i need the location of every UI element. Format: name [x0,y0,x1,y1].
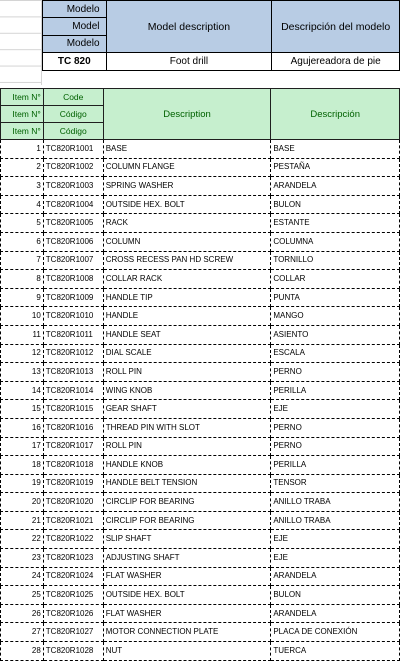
description-cell[interactable]: OUTSIDE HEX. BOLT [103,586,271,605]
description-es-cell[interactable]: EJE [271,400,400,419]
table-row [1,177,400,196]
description-es-cell[interactable]: EJE [271,530,400,549]
model-description-value[interactable]: Foot drill [106,53,272,70]
model-description-header-es[interactable]: Descripción del modelo [272,1,400,53]
parts-table-body [1,140,400,661]
code-cell[interactable]: TC820R1009 [43,288,103,307]
description-es-cell[interactable]: PERNO [271,363,400,382]
parts-table [0,88,400,661]
item-number-cell[interactable]: 4 [1,195,44,214]
code-cell[interactable]: TC820R1005 [43,214,103,233]
description-cell[interactable]: HANDLE KNOB [103,456,271,475]
code-cell[interactable]: TC820R1021 [43,511,103,530]
description-cell[interactable]: ROLL PIN [103,363,271,382]
table-row [1,344,400,363]
table-row [1,232,400,251]
item-number-cell[interactable]: 1 [1,140,44,159]
code-cell[interactable]: TC820R1026 [43,604,103,623]
code-cell[interactable]: TC820R1011 [43,325,103,344]
table-row [1,642,400,661]
item-number-cell[interactable]: 2 [1,158,44,177]
description-cell[interactable]: FLAT WASHER [103,567,271,586]
code-cell[interactable]: TC820R1018 [43,456,103,475]
table-row [1,251,400,270]
description-es-cell[interactable]: BULON [271,586,400,605]
item-number-cell[interactable]: 6 [1,232,44,251]
description-es-cell[interactable]: ASIENTO [271,325,400,344]
code-cell[interactable]: TC820R1007 [43,251,103,270]
table-row [1,493,400,512]
item-number-cell[interactable]: 18 [1,456,44,475]
description-cell[interactable]: HANDLE [103,307,271,326]
description-cell[interactable]: SPRING WASHER [103,177,271,196]
header-item-no[interactable]: Item N° [1,123,44,140]
description-es-cell[interactable]: MANGO [271,307,400,326]
code-cell[interactable]: TC820R1022 [43,530,103,549]
item-number-cell[interactable]: 28 [1,642,44,661]
description-es-cell[interactable]: ARANDELA [271,604,400,623]
table-row [1,307,400,326]
description-cell[interactable]: OUTSIDE HEX. BOLT [103,195,271,214]
item-number-cell[interactable]: 13 [1,363,44,382]
item-number-cell[interactable]: 15 [1,400,44,419]
description-cell[interactable]: HANDLE TIP [103,288,271,307]
header-description[interactable]: Description [103,89,271,140]
description-es-cell[interactable]: PLACA DE CONEXIÓN [271,623,400,642]
description-es-cell[interactable]: ANILLO TRABA [271,493,400,512]
table-row [1,195,400,214]
table-row [1,418,400,437]
code-cell[interactable]: TC820R1017 [43,437,103,456]
description-cell[interactable]: MOTOR CONNECTION PLATE [103,623,271,642]
model-description-header[interactable]: Model description [106,1,272,53]
code-cell[interactable]: TC820R1024 [43,567,103,586]
item-number-cell[interactable]: 22 [1,530,44,549]
item-number-cell[interactable]: 27 [1,623,44,642]
description-es-cell[interactable]: PERILLA [271,381,400,400]
table-row [1,437,400,456]
table-row [1,363,400,382]
table-row [1,511,400,530]
description-cell[interactable]: ADJUSTING SHAFT [103,549,271,568]
item-number-cell[interactable]: 24 [1,567,44,586]
description-es-cell[interactable]: PUNTA [271,288,400,307]
description-cell[interactable]: HANDLE BELT TENSION [103,474,271,493]
item-number-cell[interactable]: 20 [1,493,44,512]
margin-gridline-vertical [0,0,42,85]
table-row [1,567,400,586]
description-cell[interactable]: WING KNOB [103,381,271,400]
model-value[interactable]: TC 820 [43,53,107,70]
description-es-cell[interactable]: COLUMNA [271,232,400,251]
description-cell[interactable]: CIRCLIP FOR BEARING [103,493,271,512]
description-cell[interactable]: BASE [103,140,271,159]
item-number-cell[interactable]: 21 [1,511,44,530]
table-row [1,288,400,307]
code-cell[interactable]: TC820R1014 [43,381,103,400]
table-row [1,586,400,605]
description-es-cell[interactable]: PERNO [271,418,400,437]
item-number-cell[interactable]: 11 [1,325,44,344]
item-number-cell[interactable]: 17 [1,437,44,456]
code-cell[interactable]: TC820R1019 [43,474,103,493]
code-cell[interactable]: TC820R1006 [43,232,103,251]
item-number-cell[interactable]: 26 [1,604,44,623]
table-row [1,400,400,419]
item-number-cell[interactable]: 10 [1,307,44,326]
table-row [1,158,400,177]
description-es-cell[interactable]: PESTAÑA [271,158,400,177]
description-es-cell[interactable]: PERNO [271,437,400,456]
item-number-cell[interactable]: 14 [1,381,44,400]
header-code[interactable]: Code [43,89,103,106]
table-row [1,474,400,493]
header-description-es[interactable]: Descripción [271,89,400,140]
description-cell[interactable]: SLIP SHAFT [103,530,271,549]
model-label-2[interactable]: Model [43,18,107,35]
description-es-cell[interactable]: ESCALA [271,344,400,363]
description-es-cell[interactable]: ANILLO TRABA [271,511,400,530]
code-cell[interactable]: TC820R1015 [43,400,103,419]
item-number-cell[interactable]: 19 [1,474,44,493]
description-cell[interactable]: THREAD PIN WITH SLOT [103,418,271,437]
description-es-cell[interactable]: ARANDELA [271,567,400,586]
header-code[interactable]: Código [43,123,103,140]
description-cell[interactable]: RACK [103,214,271,233]
code-cell[interactable]: TC820R1002 [43,158,103,177]
description-es-cell[interactable]: COLLAR [271,270,400,289]
header-code[interactable]: Código [43,106,103,123]
description-es-cell[interactable]: BASE [271,140,400,159]
table-row [1,604,400,623]
code-cell[interactable]: TC820R1004 [43,195,103,214]
description-es-cell[interactable]: TENSOR [271,474,400,493]
description-cell[interactable]: NUT [103,642,271,661]
description-cell[interactable]: ROLL PIN [103,437,271,456]
table-row [1,325,400,344]
code-cell[interactable]: TC820R1008 [43,270,103,289]
code-cell[interactable]: TC820R1016 [43,418,103,437]
item-number-cell[interactable]: 8 [1,270,44,289]
code-cell[interactable]: TC820R1023 [43,549,103,568]
description-es-cell[interactable]: TORNILLO [271,251,400,270]
table-row [1,456,400,475]
table-row [1,549,400,568]
description-es-cell[interactable]: TUERCA [271,642,400,661]
code-cell[interactable]: TC820R1027 [43,623,103,642]
description-es-cell[interactable]: PERILLA [271,456,400,475]
code-cell[interactable]: TC820R1003 [43,177,103,196]
description-es-cell[interactable]: ARANDELA [271,177,400,196]
description-cell[interactable]: CIRCLIP FOR BEARING [103,511,271,530]
item-number-cell[interactable]: 3 [1,177,44,196]
table-row [1,270,400,289]
item-number-cell[interactable]: 5 [1,214,44,233]
code-cell[interactable]: TC820R1020 [43,493,103,512]
code-cell[interactable]: TC820R1010 [43,307,103,326]
table-row [1,623,400,642]
item-number-cell[interactable]: 12 [1,344,44,363]
code-cell[interactable]: TC820R1001 [43,140,103,159]
header-item-no[interactable]: Item N° [1,89,44,106]
table-row [1,140,400,159]
table-row [1,214,400,233]
description-es-cell[interactable]: EJE [271,549,400,568]
item-number-cell[interactable]: 25 [1,586,44,605]
description-cell[interactable]: HANDLE SEAT [103,325,271,344]
description-cell[interactable]: COLUMN [103,232,271,251]
item-number-cell[interactable]: 23 [1,549,44,568]
model-description-value-es[interactable]: Agujereadora de pie [272,53,400,70]
description-cell[interactable]: FLAT WASHER [103,604,271,623]
table-row [1,381,400,400]
description-cell[interactable]: COLUMN FLANGE [103,158,271,177]
code-cell[interactable]: TC820R1028 [43,642,103,661]
description-es-cell[interactable]: ESTANTE [271,214,400,233]
model-header-table [42,0,400,71]
header-item-no[interactable]: Item N° [1,106,44,123]
model-label-3[interactable]: Modelo [43,35,107,52]
code-cell[interactable]: TC820R1013 [43,363,103,382]
model-label-1[interactable]: Modelo [43,1,107,18]
item-number-cell[interactable]: 7 [1,251,44,270]
description-es-cell[interactable]: BULON [271,195,400,214]
description-cell[interactable]: CROSS RECESS PAN HD SCREW [103,251,271,270]
code-cell[interactable]: TC820R1025 [43,586,103,605]
description-cell[interactable]: GEAR SHAFT [103,400,271,419]
item-number-cell[interactable]: 9 [1,288,44,307]
item-number-cell[interactable]: 16 [1,418,44,437]
description-cell[interactable]: COLLAR RACK [103,270,271,289]
code-cell[interactable]: TC820R1012 [43,344,103,363]
description-cell[interactable]: DIAL SCALE [103,344,271,363]
table-row [1,530,400,549]
